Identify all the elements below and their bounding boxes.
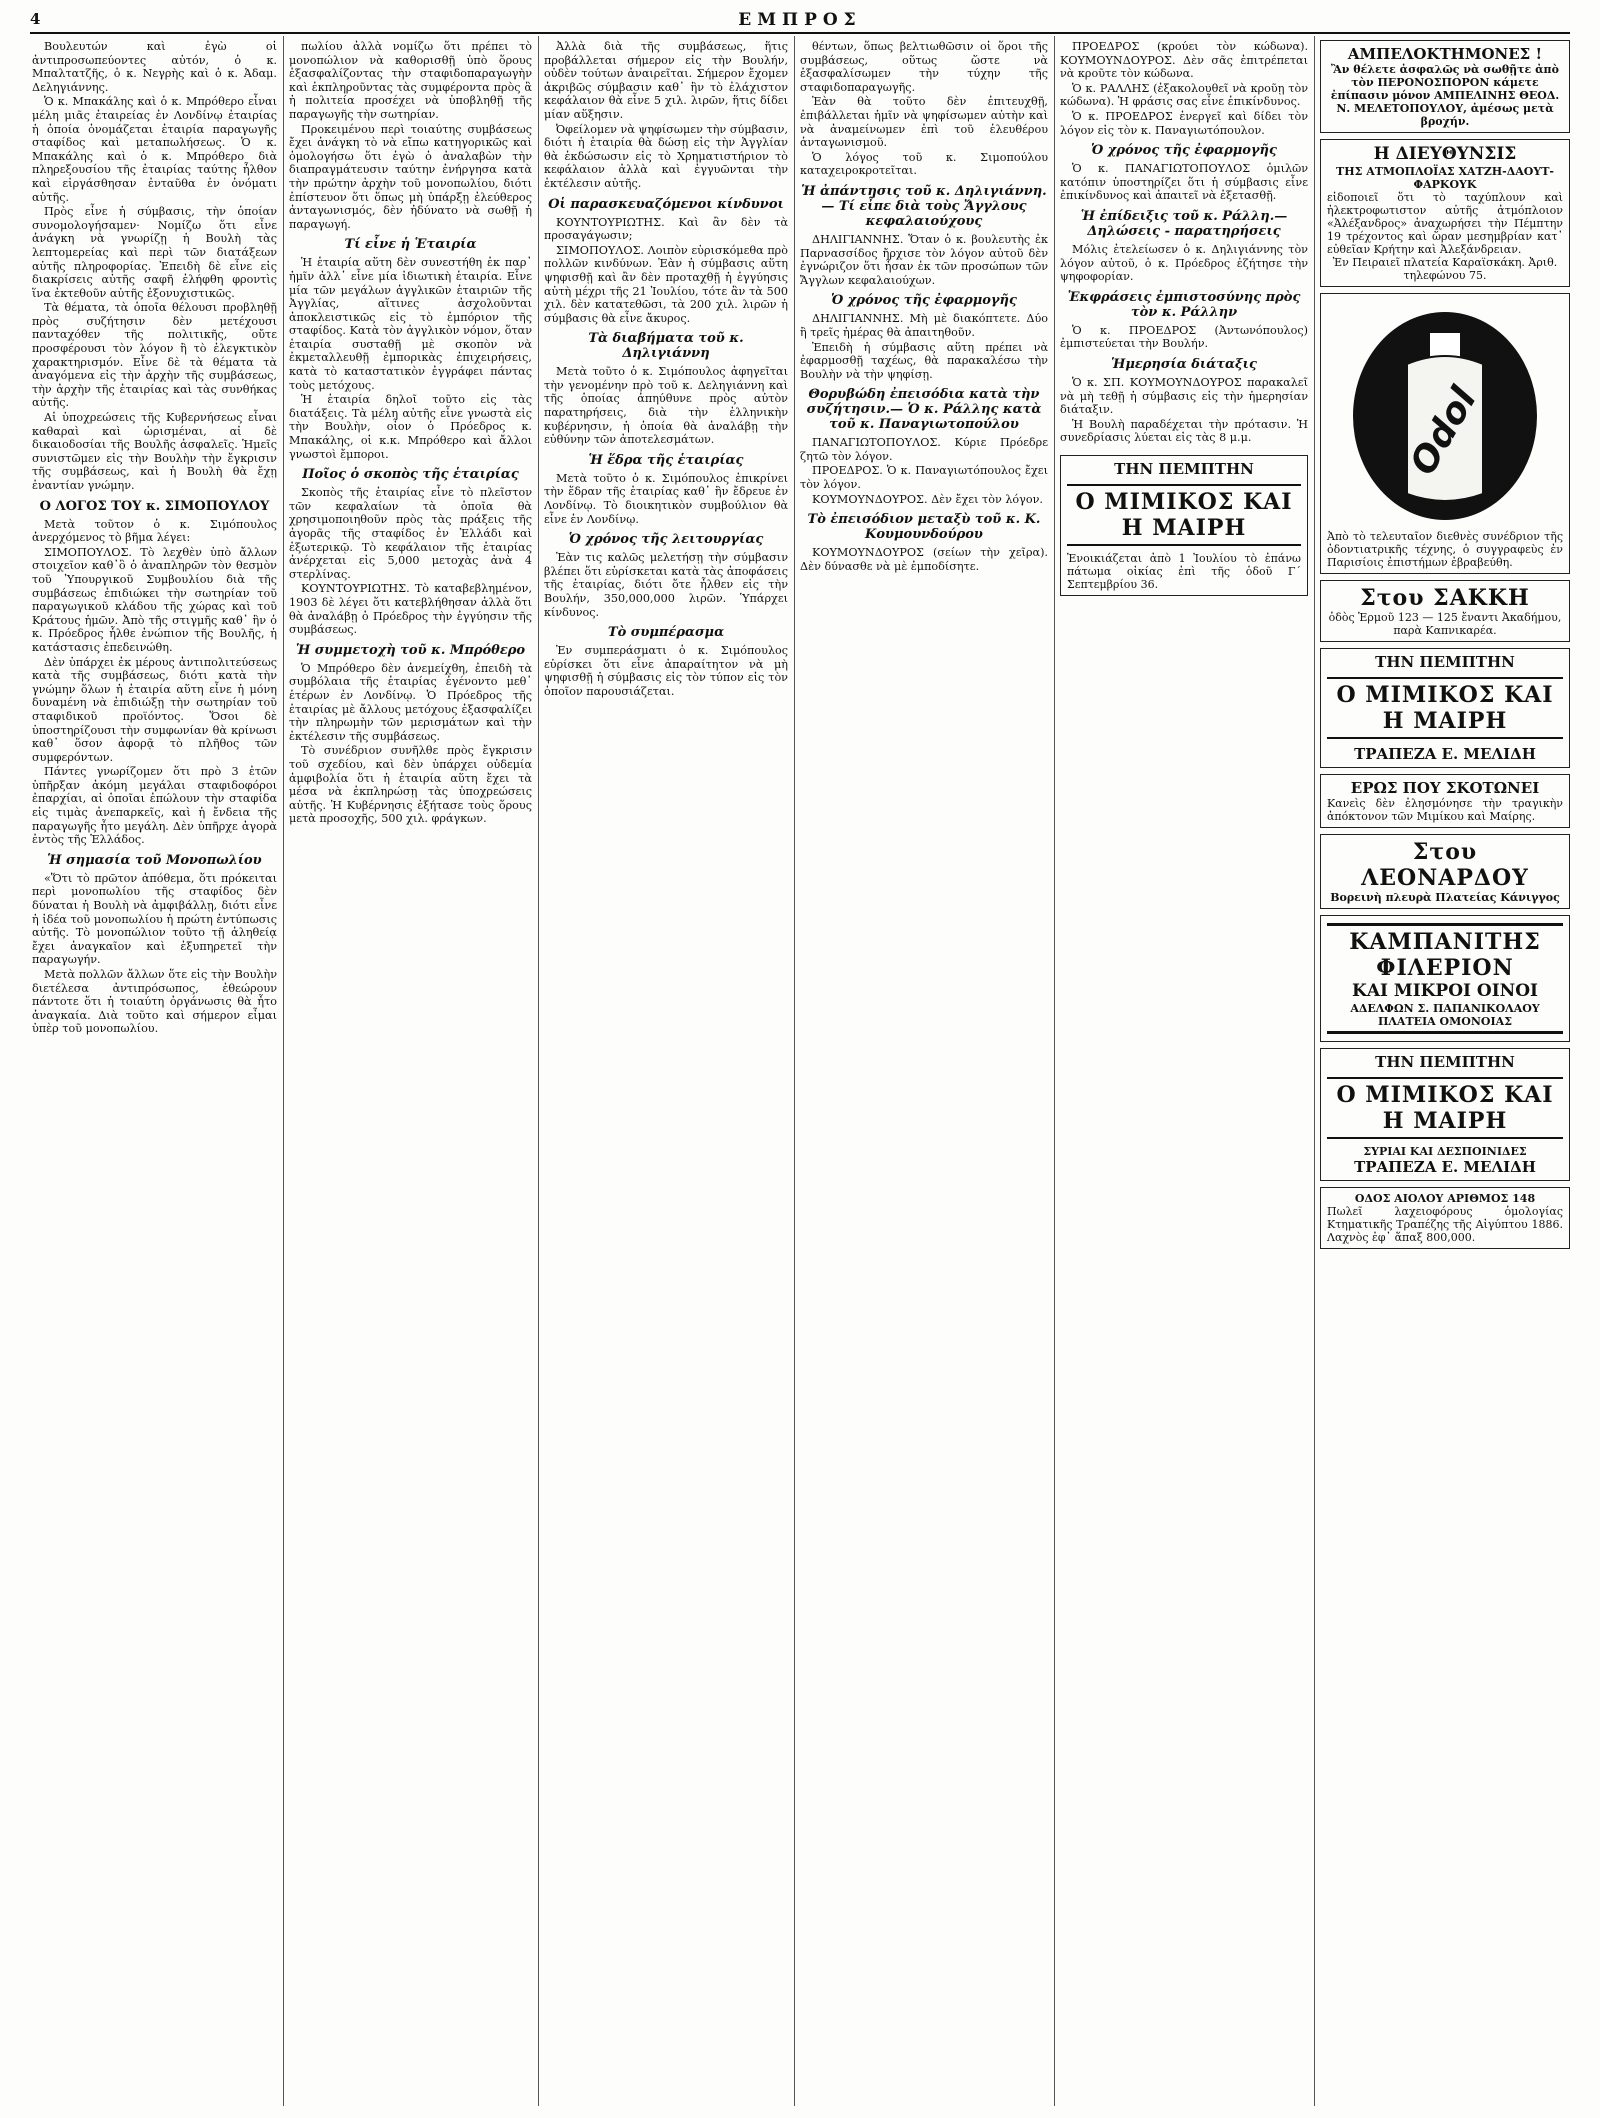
ad-title: ΑΜΠΕΛΟΚΤΗΜΟΝΕΣ ! <box>1347 45 1543 63</box>
paragraph: ΚΟΥΝΤΟΥΡΙΩΤΗΣ. Καὶ ἂν δὲν τὰ προσαγάγωσιν; <box>544 215 788 243</box>
ad-subtitle: Βορεινὴ πλευρὰ Πλατείας Κάνιγγος <box>1330 891 1560 904</box>
article-column-2 <box>289 40 532 2110</box>
paragraph: Ἡ ἑταιρία αὕτη δὲν συνεστήθη ἐκ παρ᾽ ἡμῖν ἀλλ᾽ εἶνε μία ἰδιωτικὴ ἑταιρία. Εἶνε μία τῶν μεγάλων ἀγγλικῶν ἑταιριῶν τῆς Ἀγγλίας, αἵτινες ἀσχολοῦνται ἀποκλειστικῶς εἰς τὸ ἐμπόριον τῆς σταφίδος. Κατὰ τὸν ἀγγλικὸν νόμον, ὅταν ἐταιρία συσταθῇ μὲ σκοπὸν νὰ ἐκμεταλλευθῇ ἐμπορικὰς ἐπιχειρήσεις, κατὰ τὸ καταστατικὸν ἐγγράφει πάντας τοὺς μετόχους. <box>289 256 532 392</box>
paragraph: Ὁ Μπρόθερο δὲν ἀνεμείχθη, ἐπειδὴ τὰ συμβόλαια τῆς ἐταιρίας ἐγένοντο μεθ᾽ ἑτέρων ἐν Λονδίνῳ. Ὁ Πρόεδρος τῆς ἐταιρίας μὲ ἄλλους μετόχους ἐξασφαλίζει τὴν πληρωμὴν τῶν μερισμάτων καὶ τὴν ἐκτέλεσιν τῆς συμβάσεως. <box>289 661 532 743</box>
ad-title: ΟΔΟΣ ΑΙΟΛΟΥ ΑΡΙΘΜΟΣ 148 <box>1354 1192 1536 1205</box>
ad-title: ΕΡΩΣ ΠΟΥ ΣΚΟΤΩΝΕΙ <box>1350 779 1540 797</box>
section-heading: Οἱ παρασκευαζόμενοι κίνδυνοι <box>548 196 784 212</box>
ad-address: Ἐν Πειραιεῖ πλατεία Καραϊσκάκη. Ἀριθ. τηλεφώνου 75. <box>1332 256 1558 282</box>
paragraph: ΚΟΥΜΟΥΝΔΟΥΡΟΣ. Δὲν ἔχει τὸν λόγον. <box>812 492 1043 506</box>
shop-ad <box>1320 580 1570 642</box>
paragraph: ΚΟΥΝΤΟΥΡΙΩΤΗΣ. Τὸ καταβεβλημένον, 1903 δὲ λέγει ὅτι κατεβλήθησαν ἀλλὰ ὅτι θὰ ἀναλάβῃ ὁ Πρόεδρος τὴν ἐγγύησιν τῆς συμβάσεως. <box>289 582 532 637</box>
ad-venue: ΤΡΑΠΕΖΑ Ε. ΜΕΛΙΔΗ <box>1354 1158 1536 1176</box>
section-heading: Ἡ ἐπίδειξις τοῦ κ. Ράλλη.— Δηλώσεις - παρατηρήσεις <box>1080 208 1288 239</box>
article-column-4 <box>800 40 1048 2110</box>
paragraph: Αἱ ὑποχρεώσεις τῆς Κυβερνήσεως εἶναι καθαραὶ καὶ ὡρισμέναι, αἱ δὲ δικαιοδοσίαι τῆς Βουλῆς ἀσφαλεῖς. Ἡμεῖς συνιστῶμεν εἰς τὴν Βουλὴν τὴν ἔγκρισιν τῆς συμβάσεως, καὶ ἡ Βουλὴ θὰ ἔχῃ ἐναντίαν γνώμην. <box>32 411 277 492</box>
column-divider <box>538 36 539 2106</box>
ad-text: ὁδὸς Ἑρμοῦ 123 — 125 ἔναντι Ἀκαδήμου, παρὰ Καπνικαρέα. <box>1328 611 1562 637</box>
theatre-ad-2 <box>1320 1048 1570 1181</box>
section-heading: Ἡ συμμετοχὴ τοῦ κ. Μπρόθερο <box>295 642 526 658</box>
ad-venue: ΤΡΑΠΕΖΑ Ε. ΜΕΛΙΔΗ <box>1354 745 1536 763</box>
ad-title: ΤΗΝ ΠΕΜΠΤΗΝ <box>1114 459 1254 478</box>
column-divider <box>1314 36 1315 2106</box>
newspaper-title: ΕΜΠΡΟΣ <box>738 10 862 30</box>
ad-title: Στου ΛΕΟΝΑΡΔΟΥ <box>1361 839 1529 891</box>
ad-title: Η ΔΙΕΥΘΥΝΣΙΣ <box>1373 144 1517 164</box>
ad-product: ΦΙΛΕΡΙΟΝ <box>1376 955 1514 981</box>
section-heading: Τί εἶνε ἡ Ἑταιρία <box>344 237 477 253</box>
article-column-5 <box>1060 40 1308 2110</box>
paragraph: Ἐὰν τις καλῶς μελετήσῃ τὴν σύμβασιν βλέπει ὅτι εὑρίσκεται κατὰ τὰς ἀποφάσεις τῆς ἑταιρίας, διότι ὅτε ἦλθεν εἰς τὴν Βουλήν, 350,000,000 λιρῶν. Ὑπάρχει κίνδυνος. <box>544 551 788 619</box>
paragraph: Μετὰ τοῦτον ὁ κ. Σιμόπουλος ἀνερχόμενος τὸ βῆμα λέγει: <box>32 517 277 545</box>
column-divider <box>1054 36 1055 2106</box>
paragraph: Ὁ κ. ΡΑΛΛΗΣ (ἐξακολουθεῖ νὰ κροῦῃ τὸν κώδωνα). Ἡ φράσις σας εἶνε ἐπικίνδυνος. <box>1060 81 1308 109</box>
ad-title: ΤΗΝ ΠΕΜΠΤΗΝ <box>1375 653 1515 671</box>
section-heading: Τὰ διαβήματα τοῦ κ. Δηλιγιάννη <box>588 331 744 362</box>
wine-ad <box>1320 915 1570 1042</box>
section-heading: Ὁ χρόνος τῆς ἐφαρμογῆς <box>831 293 1017 309</box>
masthead <box>30 10 1570 32</box>
paragraph: ΠΑΝΑΓΙΩΤΟΠΟΥΛΟΣ. Κύριε Πρόεδρε ζητῶ τὸν λόγον. <box>800 436 1048 463</box>
paragraph: Ὁ κ. ΠΡΟΕΔΡΟΣ (Ἀντωνόπουλος) ἐμπιστεύεται τὴν Βουλήν. <box>1060 323 1308 351</box>
ad-product-line: ΚΑΙ ΜΙΚΡΟΙ ΟΙΝΟΙ <box>1352 981 1538 1001</box>
section-heading: Ἡ ἀπάντησις τοῦ κ. Δηλιγιάννη.— Τί εἶπε διὰ τοὺς Ἄγγλους κεφαλαιούχους <box>801 183 1047 229</box>
paragraph: Μετὰ τοῦτο ὁ κ. Σιμόπουλος ἐπικρίνει τὴν ἕδραν τῆς ἑταιρίας καθ᾽ ἣν ἔδρευε ἐν Λονδίνῳ. Τὸ διοικητικὸν συμβούλιον θὰ εἶνε ἐν Λονδίνῳ. <box>544 471 788 526</box>
paragraph: Βουλευτών καὶ ἐγὼ οἱ ἀντιπροσωπεύοντες αὐτόν, ὁ κ. Μπαλτατζῆς, ὁ κ. Νεγρὴς καὶ ὁ κ. Ἀδαμ. Δεληγιάννης. <box>32 40 277 94</box>
play-title: Ο ΜΙΜΙΚΟΣ ΚΑΙ Η ΜΑΙΡΗ <box>1075 488 1293 541</box>
shipping-ad <box>1320 139 1570 287</box>
odol-bottle-icon <box>1345 304 1545 524</box>
paragraph: Ἡ Βουλὴ παραδέχεται τὴν πρότασιν. Ἡ συνεδρίασις λύεται εἰς τὰς 8 μ.μ. <box>1060 417 1308 445</box>
section-heading: Ἐκφράσεις ἐμπιστοσύνης πρὸς τὸν κ. Ράλλην <box>1067 289 1301 320</box>
paragraph: Πρὸς εἶνε ἡ σύμβασις, τὴν ὁποίαν συνομολογήσαμεν· Νομίζω ὅτι εἶνε ἀνάγκη νὰ γνωρίζῃ ἡ Βουλὴ τὰς λεπτομερείας καὶ περὶ τῶν διατάξεων αὐτῆς πληροφορίας. Ἐπειδὴ δὲ εἶνε εἰς διακρίσεις αὐτῆς σαφῆ ἐλήφθη φροντὶς ἵνα ἐκτεθοῦν αὐτῆς ἐξονυχιστικῶς. <box>32 205 277 300</box>
section-heading: Τὸ συμπέρασμα <box>607 625 725 641</box>
section-heading: Ὁ χρόνος τῆς ἐφαρμογῆς <box>1091 143 1277 159</box>
article-column-3 <box>544 40 788 2110</box>
ad-text: Ἀπὸ τὸ τελευταῖον διεθνὲς συνέδριον τῆς ὀδοντιατρικῆς τέχνης, ὁ συγγραφεὺς ἐν Παρισίοις ἐπιστήμων ἐβραβεύθη. <box>1327 530 1563 569</box>
paragraph: Ἐὰν θὰ τοῦτο δὲν ἐπιτευχθῇ, ἐπιβάλλεται ἡμῖν νὰ ψηφίσωμεν αὐτὴν καὶ νὰ ἀναμείνωμεν ἐπὶ τοῦ ἐλευθέρου ἀνταγωνισμοῦ. <box>800 95 1048 150</box>
paragraph: Προκειμένου περὶ τοιαύτης συμβάσεως ἔχει ἀνάγκη τὸ νὰ εἴπω κατηγορικῶς καὶ ὁμολογήσω ὅτι ἐγὼ ὁ ἀναλαβὼν τὴν διαπραγμάτευσιν ταύτην ἐνήργησα κατὰ τὴν πρώτην ἀρχὴν τοῦ μονοπωλίου, διότι ἐπίστευον ὅτι ὅπως μὴ ὑπάρξῃ ἐλεύθερος ἀνταγωνισμός, δὲν ἠδύνατο νὰ σωθῇ ἡ παραγωγή. <box>289 122 532 231</box>
paragraph: Μετὰ πολλῶν ἄλλων ὅτε εἰς τὴν Βουλὴν διετέλεσα ἀντιπρόσωπος, ἐθεώρουν πάντοτε ὅτι ἡ τοιαύτη ὀργάνωσις θὰ ἦτο ἀναγκαία. Διὰ τοῦτο καὶ σήμερον εἶμαι ὑπὲρ τοῦ μονοπωλίου. <box>32 968 277 1036</box>
ad-address: ΠΛΑΤΕΙΑ ΟΜΟΝΟΙΑΣ <box>1378 1015 1512 1028</box>
section-heading: Ο ΛΟΓΟΣ ΤΟΥ κ. ΣΙΜΟΠΟΥΛΟΥ <box>39 498 270 514</box>
paragraph: Ἐπειδὴ ἡ σύμβασις αὕτη πρέπει νὰ ἐφαρμοσθῇ ταχέως, θὰ παρακαλέσω τὴν Βουλὴν νὰ τὴν ψηφίσῃ. <box>800 340 1048 381</box>
ad-subtitle: ΤΗΣ ΑΤΜΟΠΛΟΪΑΣ ΧΑΤΖΗ-ΔΑΟΥΤ-ΦΑΡΚΟΥΚ <box>1336 165 1554 191</box>
ad-title: ΚΑΜΠΑΝΙΤΗΣ <box>1349 929 1541 955</box>
section-heading: Ὁ χρόνος τῆς λειτουργίας <box>568 532 764 548</box>
play-title: Ο ΜΙΜΙΚΟΣ ΚΑΙ Η ΜΑΙΡΗ <box>1336 1082 1554 1134</box>
theatre-ad <box>1320 648 1570 768</box>
ad-title: ΤΗΝ ΠΕΜΠΤΗΝ <box>1375 1053 1515 1071</box>
paragraph: Ὁ κ. Μπακάλης καὶ ὁ κ. Μπρόθερο εἶναι μέλη μιᾶς ἐταιρείας ἐν Λονδίνῳ ἐταιρίας ἡ ὁποία ὀνομάζεται ἐταιρία παραγωγῆς σταφίδος καὶ μεταπωλήσεως. Ὁ κ. Μπακάλης καὶ ὁ κ. Μπρόθερο διὰ πληρεξουσίου τῆς ἐταιρίας ταύτης ἦλθον καὶ εἰργάσθησαν ἐνταῦθα ἐν ὀνόματι αὐτῆς. <box>32 95 277 204</box>
paragraph: Σκοπὸς τῆς ἑταιρίας εἶνε τὸ πλεῖστον τῶν κεφαλαίων τὰ ὁποῖα θὰ χρησιμοποιηθοῦν πρὸς τὰς πράξεις τῆς ἀγορᾶς τῆς σταφίδος ἐν Ἑλλάδι καὶ ἐξωτερικῷ. Τὸ κεφάλαιον τῆς ἑταιρίας ἀνέρχεται εἰς 5,000 μετοχὰς ἀνὰ 4 στερλίνας. <box>289 486 532 581</box>
paragraph: ΔΗΛΙΓΙΑΝΝΗΣ. Μὴ μὲ διακόπτετε. Δύο ἢ τρεῖς ἡμέρας θὰ ἀπαιτηθοῦν. <box>800 312 1048 339</box>
odol-logo: Odol <box>1402 380 1485 482</box>
novel-ad <box>1320 774 1570 828</box>
ad-subtitle: ΣΥΡΙΑΙ ΚΑΙ ΔΕΣΠΟΙΝΙΔΕΣ <box>1363 1145 1527 1158</box>
paragraph: ΚΟΥΜΟΥΝΔΟΥΡΟΣ (σείων τὴν χεῖρα). Δὲν δύνασθε νὰ μὲ ἐμποδίσητε. <box>800 546 1048 573</box>
section-heading: Ἡμερησία διάταξις <box>1111 356 1257 372</box>
column-divider <box>794 36 795 2106</box>
theatre-advertisement <box>1060 455 1308 596</box>
section-heading: Ποῖος ὁ σκοπὸς τῆς ἑταιρίας <box>302 467 519 483</box>
article-column-1 <box>32 40 277 2110</box>
paragraph: «Ὅτι τὸ πρῶτον ἀπόθεμα, ὅτι πρόκειται περὶ μονοπωλίου τῆς σταφίδος δὲν δύναται ἡ Βουλὴ νὰ ἀμφιβάλλῃ, διότι εἶνε ἡ ἰδέα τοῦ μονοπωλίου ἡ πρώτη ἐντύπωσις αὐτῆς. Τὸ μονοπώλιον τοῦτο τῇ ἀληθείᾳ ἔχει ἀναγκαῖον καὶ ἐξυπηρετεῖ τὴν παραγωγήν. <box>32 871 277 967</box>
ad-text: Ἐνοικιάζεται ἀπὸ 1 Ἰουλίου τὸ ἐπάνω πάτωμα οἰκίας ἐπὶ τῆς ὁδοῦ Γ΄ Σεπτεμβρίου 36. <box>1067 551 1301 591</box>
paragraph: πωλίου ἀλλὰ νομίζω ὅτι πρέπει τὸ μονοπώλιον νὰ καθορισθῇ ὑπὸ ὅρους ἐξασφαλίζοντας τὴν σταφιδοπαραγωγὴν καὶ ἐκπληροῦντας τὰς συμφέροντα πρὸς ἃ ἡ πολιτεία προσέχει νὰ ὑποβληθῇ τῆς παραγωγῆς τὴν σωτηρίαν. <box>289 40 532 121</box>
paragraph: ΠΡΟΕΔΡΟΣ. Ὁ κ. Παναγιωτόπουλος ἔχει τὸν λόγον. <box>800 464 1048 492</box>
ad-text: Κανεὶς δὲν ἐλησμόνησε τὴν τραγικὴν ἀπόκτονον τῶν Μιμίκου καὶ Μαίρης. <box>1327 797 1563 823</box>
play-title: Ο ΜΙΜΙΚΟΣ ΚΑΙ Η ΜΑΙΡΗ <box>1336 682 1554 734</box>
page-number: 4 <box>30 10 41 28</box>
paragraph: Ἐν συμπεράσματι ὁ κ. Σιμόπουλος εὑρίσκει ὅτι εἶνε ἀπαραίτητον νὰ μὴ ψηφισθῇ ἡ σύμβασις εἰς τὸν τύπον εἰς τὸν ὁποῖον παρουσιάζεται. <box>544 644 788 698</box>
ad-title: Στου ΣΑΚΚΗ <box>1360 585 1530 611</box>
paragraph: ΣΙΜΟΠΟΥΛΟΣ. Τὸ λεχθὲν ὑπὸ ἄλλων στοιχεῖον καθ᾽ὃ ὁ ἀναπληρῶν τὸν θεσμὸν τοῦ Ὑπουργικοῦ Συμβουλίου διὰ τῆς συμβάσεως ἐπιδιώκει τὴν σωτηρίαν τοῦ παραγωγικοῦ κλάδου τῆς χώρας καὶ τοῦ Κράτους ἡμῶν. Ἀπὸ τῆς στιγμῆς καθ᾽ ἣν ὁ κ. Πρόεδρος ἦλθε ἐνώπιον τῆς Βουλῆς, ἡ κατάστασις ἐπεδεινώθη. <box>32 545 277 654</box>
paragraph: Ἀλλὰ διὰ τῆς συμβάσεως, ἥτις προβάλλεται σήμερον εἰς τὴν Βουλήν, οὐδὲν τούτων ἀναιρεῖται. Σήμερον ἔχομεν ἀκριβῶς σύμβασιν καθ᾽ ἣν τὸ ἐλάχιστον κεφάλαιον θὰ εἶνε 5 χιλ. λιρῶν, ἥτις δίδει μίαν αὕξησιν. <box>544 40 788 121</box>
paragraph: θέντων, ὅπως βελτιωθῶσιν οἱ ὅροι τῆς συμβάσεως, οὕτως ὥστε νὰ ἐξασφαλίσωμεν τὴν τύχην τῆς σταφιδοπαραγωγῆς. <box>800 40 1048 94</box>
section-heading: Ἡ σημασία τοῦ Μονοπωλίου <box>47 852 262 868</box>
paragraph: Ὁ κ. ΣΠ. ΚΟΥΜΟΥΝΔΟΥΡΟΣ παρακαλεῖ νὰ μὴ τεθῇ ἡ σύμβασις εἰς τὴν ἡμερησίαν διάταξιν. <box>1060 375 1308 417</box>
paragraph: Τὸ συνέδριον συνῆλθε πρὸς ἔγκρισιν τοῦ σχεδίου, καὶ δὲν ὑπάρχει οὐδεμία ἀμφιβολία ὅτι ἡ ἑταιρία αὕτη ἔχει τὰ μέσα νὰ ἐκπληρώσῃ τὰς ὑποχρεώσεις αὐτῆς. Ἡ Κυβέρνησις ἐξήτασε τοὺς ὅρους μετὰ προσοχῆς, 500 χιλ. φράγκων. <box>289 744 532 826</box>
paragraph: Ὀφείλομεν νὰ ψηφίσωμεν τὴν σύμβασιν, διότι ἡ ἑταιρία θὰ δώσῃ εἰς τὴν Ἀγγλίαν θὰ ἐκδώσωσιν εἰς τὸ Χρηματιστήριον τὸ κεφάλαιον ἀλλὰ καὶ ἐγγυῶνται τὴν ἐκτέλεσιν αὐτῆς. <box>544 122 788 190</box>
paragraph: Ἡ ἑταιρία δηλοῖ τοῦτο εἰς τὰς διατάξεις. Τὰ μέλη αὐτῆς εἶνε γνωστὰ εἰς τὴν Βουλὴν, οἷον ὁ Πρόεδρος κ. Μπακάλης, οἱ κ.κ. Μπρόθερο καὶ ἄλλοι γνωστοὶ ἔμποροι. <box>289 393 532 461</box>
lottery-ad <box>1320 1187 1570 1249</box>
paragraph: Μετὰ τοῦτο ὁ κ. Σιμόπουλος ἀφηγεῖται τὴν γενομένην πρὸ τοῦ κ. Δεληγιάννη καὶ τῆς ὁποίας ἀπηύθυνε πρὸς αὐτὸν παρατηρήσεις, διὰ τὴν ἑλληνικὴν κυβέρνησιν, ἡ ὁποία θὰ ἀναλάβῃ τὴν εὐθύνην τῶν ἀποτελεσμάτων. <box>544 365 788 447</box>
paragraph: Ὁ λόγος τοῦ κ. Σιμοπούλου καταχειροκροτεῖται. <box>800 150 1048 178</box>
section-heading: Τὸ ἐπεισόδιον μεταξὺ τοῦ κ. Κ. Κουμουνδούρου <box>807 512 1041 543</box>
masthead-rule <box>30 32 1570 34</box>
paragraph: Τὰ θέματα, τὰ ὁποῖα θέλουσι προβληθῇ πρὸς συζήτησιν δὲν μετέχουσι πανταχόθεν τῆς πολιτικῆς, οὔτε προσφέρουσι τὸν λόγον ἢ τὸ ἐλεγκτικὸν χαρακτηρισμόν. Εἶνε δὲ τὰ θέματα τὰ ἀναγόμενα εἰς τὴν ἀρχὴν τῆς συμβάσεως, τὴν ἀρχὴν τῆς ἐταιρίας καὶ τὰς συνθήκας αὐτῆς. <box>32 301 277 410</box>
ad-text: εἰδοποιεῖ ὅτι τὸ ταχύπλουν καὶ ἠλεκτροφωτιστον αὐτῆς ἀτμόπλοιον «Ἀλέξανδρος» ἀναχωρήσει τὴν Πέμπτην 19 τρέχοντος καὶ ὥραν μεσημβρίαν κατ᾽ εὐθεῖαν Κρήτην καὶ Ἀλεξάνδρειαν. <box>1327 191 1563 256</box>
ad-subtitle: ΑΔΕΛΦΩΝ Σ. ΠΑΠΑΝΙΚΟΛΑΟΥ <box>1350 1002 1540 1015</box>
paragraph: Ὁ κ. ΠΡΟΕΔΡΟΣ ἐνεργεῖ καὶ δίδει τὸν λόγον εἰς τὸν κ. Παναγιωτόπουλον. <box>1060 109 1308 137</box>
paragraph: ΔΗΛΙΓΙΑΝΝΗΣ. Ὅταν ὁ κ. βουλευτὴς ἐκ Παρνασσίδος ἤρχισε τὸν λόγον αὐτοῦ δὲν ἐγνώριζον ὅτι ἦσαν ἐκ τῶν προσώπων τῶν Ἄγγλων κεφαλαιούχων. <box>800 232 1048 287</box>
vineyard-ad <box>1320 40 1570 133</box>
paragraph: Ὁ κ. ΠΑΝΑΓΙΩΤΟΠΟΥΛΟΣ ὁμιλῶν κατόπιν ὑποστηρίζει ὅτι ἡ σύμβασις εἶνε ἐπικίνδυνος καὶ ἀπαιτεῖ νὰ ἐξετασθῇ. <box>1060 162 1308 203</box>
paragraph: Μόλις ἐτελείωσεν ὁ κ. Δηλιγιάννης τὸν λόγον αὐτοῦ, ὁ κ. Πρόεδρος ἐζήτησε τὴν ψηφοφορίαν. <box>1060 242 1308 284</box>
leonardos-ad <box>1320 834 1570 909</box>
paragraph: ΠΡΟΕΔΡΟΣ (κρούει τὸν κώδωνα). ΚΟΥΜΟΥΝΔΟΥΡΟΣ. Δὲν σᾶς ἐπιτρέπεται νὰ κροῦτε τὸν κώδωνα. <box>1060 40 1308 81</box>
column-divider <box>283 36 284 2106</box>
odol-ad <box>1320 293 1570 574</box>
section-heading: Ἡ ἕδρα τῆς ἑταιρίας <box>588 452 744 468</box>
ad-text: Ἂν θέλετε ἀσφαλῶς νὰ σωθῇτε ἀπὸ τὸν ΠΕΡΟΝΟΣΠΟΡΟΝ κάμετε ἐπίπασιν μόνον ΑΜΠΕΛΙΝΗΣ ΘΕΟΔ. Ν. ΜΕΛΕΤΟΠΟΥΛΟΥ, ἀμέσως μετὰ βροχήν. <box>1330 63 1560 128</box>
paragraph: ΣΙΜΟΠΟΥΛΟΣ. Λοιπὸν εὑρισκόμεθα πρὸ πολλῶν κινδύνων. Ἐὰν ἡ σύμβασις αὕτη ψηφισθῇ καὶ ἂν δὲν προταχθῇ ἡ ἐγγύησις αὐτὴ μέχρι τῆς 21 Ἰουλίου, τότε ἂν τὰ 500 χιλ. δὲν κατατεθῶσι, τὰ 200 χιλ. λιρῶν ἡ σύμβασις θὰ εἶνε ἄκυρος. <box>544 243 788 325</box>
paragraph: Δὲν ὑπάρχει ἐκ μέρους ἀντιπολιτεύσεως κατὰ τῆς συμβάσεως, διότι κατὰ τὴν γνώμην ὅλων ἡ ἐταιρία αὕτη εἶνε ἡ μόνη δυναμένη νὰ ἐπιδιώξῃ τὴν σωτηρίαν τοῦ σταφιδικοῦ προϊόντος. Ὅσοι δὲ ὑποστηρίζουσι τὴν συμφωνίαν θὰ κρίνωσι καθ᾽ ὅσον ἀφορᾷ τὸ πλῆθος τῶν συμφερόντων. <box>32 655 277 764</box>
section-heading: Θορυβώδη ἐπεισόδια κατὰ τὴν συζήτησιν.— Ὁ κ. Ράλλης κατὰ τοῦ κ. Παναγιωτοπούλου <box>806 387 1042 433</box>
ad-text: Πωλεῖ λαχειοφόρους ὁμολογίας Κτηματικῆς Τραπέζης τῆς Αἰγύπτου 1886. Λαχνὸς ἐφ᾽ ἅπαξ 800,000. <box>1327 1205 1563 1244</box>
advertisement-column <box>1320 40 1570 2110</box>
paragraph: Πάντες γνωρίζομεν ὅτι πρὸ 3 ἐτῶν ὑπῆρξαν ἀκόμη μεγάλαι σταφιδοφόροι ἐπαρχίαι, αἱ ὁποῖαι ἐπώλουν τὴν σταφίδα εἰς τιμὰς ἀνεπαρκεῖς, καὶ ἡ ἔνδεια τῆς παραγωγῆς ἦτο μεγάλη. Δὲν ὑπῆρχε ἀγορὰ ἐντὸς τῆς Ἑλλάδος. <box>32 765 277 847</box>
